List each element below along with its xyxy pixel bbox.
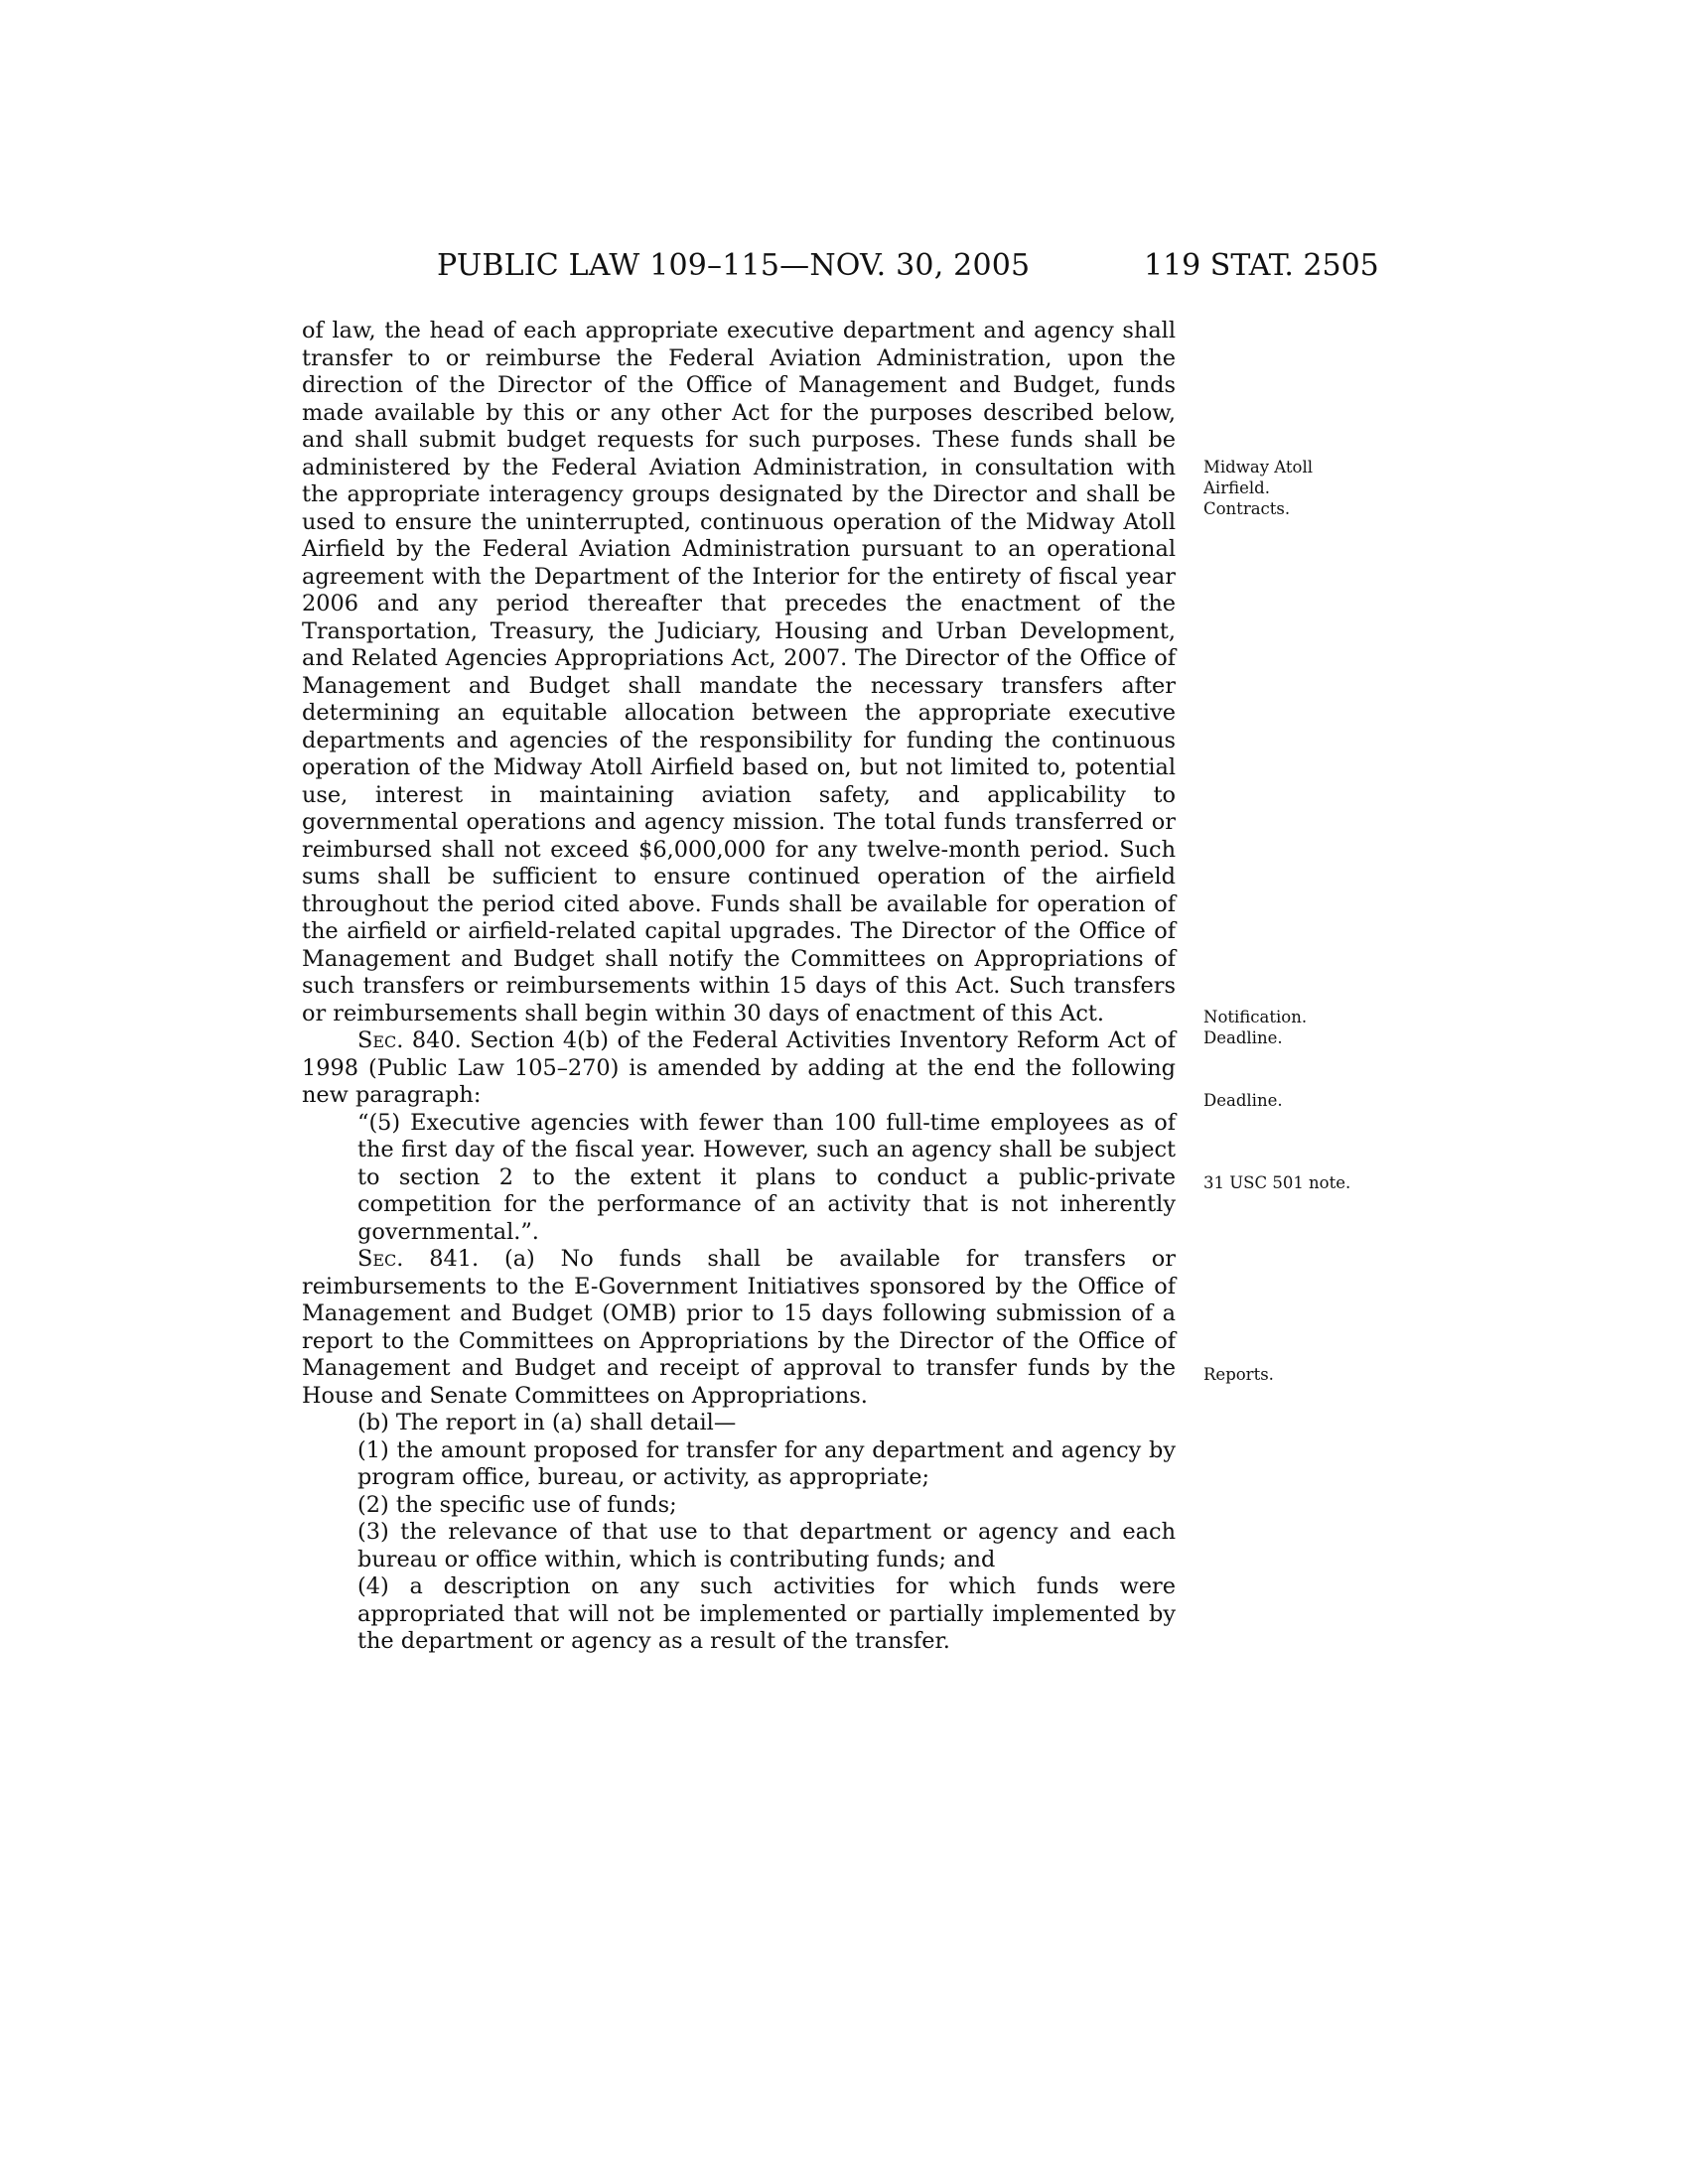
margin-note-notification-line2: Deadline. [1203,1028,1283,1047]
paragraph-continued: of law, the head of each appropriate executive department and agency shall transfer to or reimburse the Federal Aviation Administration, upon the direction of the Director of the Office of Management and Budget, funds made available by this or any other Act for the purposes described below, and shall submit budget requests for such purposes. These funds shall be administered by the Federal Aviation Administration, in consultation with the appropriate interagency groups designated by the Director and shall be used to ensure the uninterrupted, continuous operation of the Midway Atoll Airfield by the Federal Aviation Administration pursuant to an operational agreement with the Department of the Interior for the entirety of fiscal year 2006 and any period thereafter that precedes the enactment of the Transportation, Treasury, the Judiciary, Housing and Urban Development, and Related Agencies Appropriations Act, 2007. The Director of the Office of Management and Budget shall mandate the necessary transfers after determining an equitable allocation between the appropriate executive departments and agencies of the responsibility for funding the continuous operation of the Midway Atoll Airfield based on, but not limited to, potential use, interest in maintaining aviation safety, and applicability to governmental operations and agency mission. The total funds transferred or reimbursed shall not exceed $6,000,000 for any twelve-month period. Such sums shall be sufficient to ensure continued operation of the airfield throughout the period cited above. Funds shall be available for operation of the airfield or airfield-related capital upgrades. The Director of the Office of Management and Budget shall notify the Committees on Appropriations of such transfers or reimbursements within 15 days of this Act. Such transfers or reimbursements shall begin within 30 days of enactment of this Act. [302,318,1176,1026]
margin-note-deadline: Deadline. [1203,1091,1283,1110]
quoted-paragraph-5: “(5) Executive agencies with fewer than 100 full-time employees as of the first day of the fiscal year. However, such an agency shall be subject to section 2 to the extent it plans to conduct a public-private competition for the performance of an activity that is not inherently governmental.”. [357,1109,1176,1245]
list-item-1: (1) the amount proposed for transfer for any department and agency by program office, bureau, or activity, as appropriate; [357,1436,1176,1490]
running-header-title: PUBLIC LAW 109–115—NOV. 30, 2005 [437,248,1031,283]
margin-note-midway [1203,457,1313,519]
margin-note-midway-line3: Contracts. [1203,499,1291,518]
list-item-3: (3) the relevance of that use to that department or agency and each bureau or office within, which is contributing funds; and [357,1519,1176,1572]
margin-note-notification [1203,1007,1307,1048]
statute-text [302,318,1176,1656]
margin-note-notification-line1: Notification. [1203,1008,1308,1026]
subsection-b-intro: (b) The report in (a) shall detail— [357,1410,737,1435]
section-841-text: (a) No funds shall be available for transfers or reimbursements to the E-Government Initiatives sponsored by the Office of Management and Budget (OMB) prior to 15 days following submission of a report to the Committees on Appropriations by the Director of the Office of Management and Budget and receipt of approval to transfer funds by the House and Senate Committees on Appropriations. [302,1246,1176,1409]
section-840 [302,1027,1176,1110]
list-item-2: (2) the specific use of funds; [357,1491,677,1518]
margin-note-midway-line2: Airfield. [1203,478,1270,497]
margin-note-reports: Reports. [1203,1365,1274,1384]
section-840-text: Section 4(b) of the Federal Activities Inventory Reform Act of 1998 (Public Law 105–270) is amended by adding at the end the following new paragraph: [302,1027,1176,1108]
margin-note-midway-line1: Midway Atoll [1203,458,1314,477]
margin-note-usc: 31 USC 501 note. [1203,1173,1351,1192]
section-840-label: Sec. 840. [357,1027,462,1053]
list-item-4: (4) a description on any such activities for which funds were appropriated that will not be implemented or partially implemented by the department or agency as a result of the transfer. [357,1573,1176,1654]
page-stat-number: 119 STAT. 2505 [1144,248,1379,283]
section-841-label: Sec. 841. [357,1246,480,1272]
section-841 [302,1246,1176,1410]
